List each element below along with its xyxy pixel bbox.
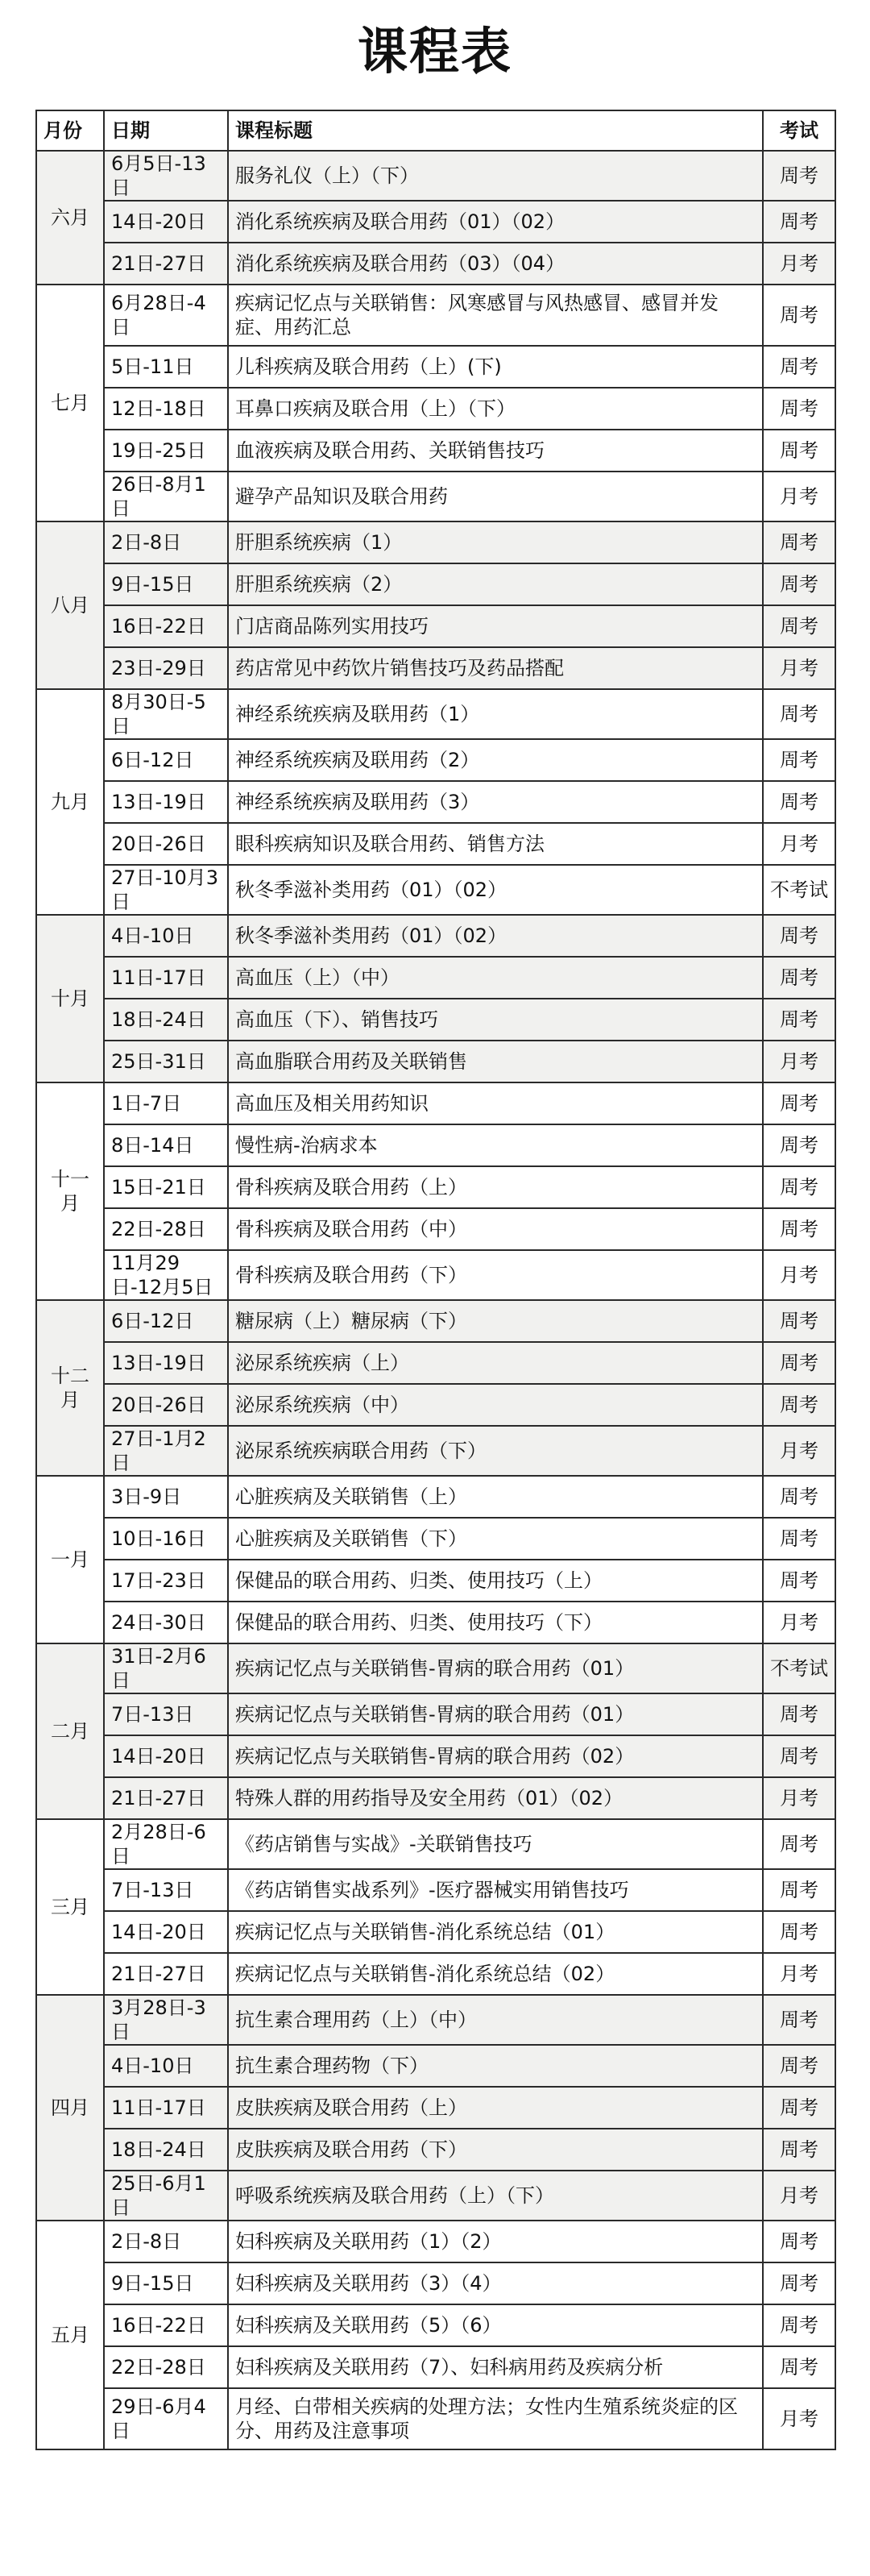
exam-cell: 月考 bbox=[763, 1041, 835, 1082]
course-cell: 抗生素合理药物（下） bbox=[228, 2045, 763, 2087]
exam-cell: 周考 bbox=[763, 1300, 835, 1342]
exam-cell: 月考 bbox=[763, 1250, 835, 1300]
table-row bbox=[36, 1082, 835, 1124]
table-row bbox=[36, 1342, 835, 1384]
table-row bbox=[36, 957, 835, 999]
table-row bbox=[36, 1560, 835, 1602]
course-cell: 高血压及相关用药知识 bbox=[228, 1082, 763, 1124]
table-row bbox=[36, 2262, 835, 2304]
exam-cell: 周考 bbox=[763, 2045, 835, 2087]
table-row bbox=[36, 2087, 835, 2129]
exam-cell: 周考 bbox=[763, 1869, 835, 1911]
exam-cell: 周考 bbox=[763, 151, 835, 201]
table-row bbox=[36, 285, 835, 346]
exam-cell: 月考 bbox=[763, 1426, 835, 1476]
date-cell: 6日-12日 bbox=[104, 1300, 228, 1342]
table-row bbox=[36, 2388, 835, 2449]
table-row bbox=[36, 1735, 835, 1777]
course-cell: 心脏疾病及关联销售（下） bbox=[228, 1518, 763, 1560]
course-cell: 神经系统疾病及联用药（1） bbox=[228, 689, 763, 739]
exam-cell: 周考 bbox=[763, 999, 835, 1041]
month-cell: 十月 bbox=[36, 915, 104, 1082]
date-cell: 4日-10日 bbox=[104, 915, 228, 957]
date-cell: 11日-17日 bbox=[104, 957, 228, 999]
exam-cell: 周考 bbox=[763, 1208, 835, 1250]
exam-cell: 周考 bbox=[763, 201, 835, 243]
date-cell: 16日-22日 bbox=[104, 2304, 228, 2346]
table-row bbox=[36, 243, 835, 285]
date-cell: 13日-19日 bbox=[104, 1342, 228, 1384]
table-row bbox=[36, 521, 835, 563]
course-cell: 慢性病-治病求本 bbox=[228, 1124, 763, 1166]
table-row bbox=[36, 999, 835, 1041]
table-row bbox=[36, 1953, 835, 1995]
exam-cell: 月考 bbox=[763, 647, 835, 689]
table-row bbox=[36, 472, 835, 521]
table-row bbox=[36, 1602, 835, 1643]
course-cell: 骨科疾病及联合用药（中） bbox=[228, 1208, 763, 1250]
exam-cell: 周考 bbox=[763, 739, 835, 781]
date-cell: 18日-24日 bbox=[104, 2129, 228, 2171]
exam-cell: 周考 bbox=[763, 2304, 835, 2346]
exam-cell: 周考 bbox=[763, 1082, 835, 1124]
table-row bbox=[36, 1208, 835, 1250]
month-cell: 二月 bbox=[36, 1643, 104, 1819]
table-row bbox=[36, 1869, 835, 1911]
course-cell: 高血压（上）（中） bbox=[228, 957, 763, 999]
course-cell: 泌尿系统疾病（中） bbox=[228, 1384, 763, 1426]
exam-cell: 周考 bbox=[763, 563, 835, 605]
course-cell: 秋冬季滋补类用药（01）（02） bbox=[228, 915, 763, 957]
course-cell: 耳鼻口疾病及联合用（上）（下） bbox=[228, 388, 763, 430]
course-cell: 呼吸系统疾病及联合用药（上）（下） bbox=[228, 2171, 763, 2221]
exam-cell: 周考 bbox=[763, 1166, 835, 1208]
exam-cell: 月考 bbox=[763, 472, 835, 521]
exam-cell: 周考 bbox=[763, 1384, 835, 1426]
course-cell: 妇科疾病及关联用药（3）（4） bbox=[228, 2262, 763, 2304]
course-cell: 眼科疾病知识及联合用药、销售方法 bbox=[228, 823, 763, 865]
exam-cell: 周考 bbox=[763, 1518, 835, 1560]
exam-cell: 周考 bbox=[763, 1911, 835, 1953]
date-cell: 6日-12日 bbox=[104, 739, 228, 781]
date-cell: 22日-28日 bbox=[104, 2346, 228, 2388]
course-cell: 儿科疾病及联合用药（上）(下) bbox=[228, 346, 763, 388]
course-cell: 高血脂联合用药及关联销售 bbox=[228, 1041, 763, 1082]
date-cell: 8日-14日 bbox=[104, 1124, 228, 1166]
exam-cell: 周考 bbox=[763, 957, 835, 999]
table-row bbox=[36, 1693, 835, 1735]
table-row bbox=[36, 2171, 835, 2221]
course-cell: 骨科疾病及联合用药（上） bbox=[228, 1166, 763, 1208]
course-cell: 疾病记忆点与关联销售-胃病的联合用药（01） bbox=[228, 1693, 763, 1735]
course-cell: 泌尿系统疾病（上） bbox=[228, 1342, 763, 1384]
course-cell: 《药店销售实战系列》-医疗器械实用销售技巧 bbox=[228, 1869, 763, 1911]
table-row bbox=[36, 1777, 835, 1819]
date-cell: 8月30日-5日 bbox=[104, 689, 228, 739]
date-cell: 13日-19日 bbox=[104, 781, 228, 823]
table-row bbox=[36, 1518, 835, 1560]
exam-cell: 周考 bbox=[763, 2346, 835, 2388]
exam-cell: 月考 bbox=[763, 243, 835, 285]
course-cell: 秋冬季滋补类用药（01）（02） bbox=[228, 865, 763, 915]
course-cell: 保健品的联合用药、归类、使用技巧（下） bbox=[228, 1602, 763, 1643]
table-row bbox=[36, 915, 835, 957]
date-cell: 19日-25日 bbox=[104, 430, 228, 472]
schedule-table bbox=[35, 110, 836, 2450]
course-cell: 疾病记忆点与关联销售-消化系统总结（01） bbox=[228, 1911, 763, 1953]
date-cell: 9日-15日 bbox=[104, 2262, 228, 2304]
schedule-body bbox=[36, 151, 835, 2449]
course-cell: 消化系统疾病及联合用药（01）（02） bbox=[228, 201, 763, 243]
table-row bbox=[36, 430, 835, 472]
table-row bbox=[36, 823, 835, 865]
course-cell: 《药店销售与实战》-关联销售技巧 bbox=[228, 1819, 763, 1869]
course-cell: 骨科疾病及联合用药（下） bbox=[228, 1250, 763, 1300]
date-cell: 2日-8日 bbox=[104, 2221, 228, 2262]
date-cell: 27日-1月2日 bbox=[104, 1426, 228, 1476]
exam-cell: 周考 bbox=[763, 430, 835, 472]
date-cell: 14日-20日 bbox=[104, 1911, 228, 1953]
date-cell: 21日-27日 bbox=[104, 1777, 228, 1819]
date-cell: 18日-24日 bbox=[104, 999, 228, 1041]
exam-cell: 周考 bbox=[763, 2129, 835, 2171]
exam-cell: 周考 bbox=[763, 1693, 835, 1735]
table-row bbox=[36, 563, 835, 605]
course-cell: 疾病记忆点与关联销售：风寒感冒与风热感冒、感冒并发症、用药汇总 bbox=[228, 285, 763, 346]
date-cell: 25日-31日 bbox=[104, 1041, 228, 1082]
exam-cell: 周考 bbox=[763, 1819, 835, 1869]
exam-cell: 周考 bbox=[763, 1735, 835, 1777]
course-cell: 心脏疾病及关联销售（上） bbox=[228, 1476, 763, 1518]
month-cell: 十二月 bbox=[36, 1300, 104, 1476]
exam-cell: 周考 bbox=[763, 1476, 835, 1518]
table-row bbox=[36, 2045, 835, 2087]
table-row bbox=[36, 1995, 835, 2045]
date-cell: 14日-20日 bbox=[104, 1735, 228, 1777]
date-cell: 21日-27日 bbox=[104, 243, 228, 285]
date-cell: 26日-8月1日 bbox=[104, 472, 228, 521]
date-cell: 12日-18日 bbox=[104, 388, 228, 430]
exam-cell: 周考 bbox=[763, 605, 835, 647]
date-cell: 17日-23日 bbox=[104, 1560, 228, 1602]
course-cell: 药店常见中药饮片销售技巧及药品搭配 bbox=[228, 647, 763, 689]
header-date: 日期 bbox=[104, 110, 228, 151]
header-row bbox=[36, 110, 835, 151]
exam-cell: 周考 bbox=[763, 2221, 835, 2262]
date-cell: 20日-26日 bbox=[104, 823, 228, 865]
table-row bbox=[36, 1643, 835, 1693]
date-cell: 23日-29日 bbox=[104, 647, 228, 689]
month-cell: 四月 bbox=[36, 1995, 104, 2221]
course-cell: 特殊人群的用药指导及安全用药（01）（02） bbox=[228, 1777, 763, 1819]
course-cell: 高血压（下）、销售技巧 bbox=[228, 999, 763, 1041]
exam-cell: 月考 bbox=[763, 2388, 835, 2449]
date-cell: 24日-30日 bbox=[104, 1602, 228, 1643]
month-cell: 九月 bbox=[36, 689, 104, 915]
date-cell: 4日-10日 bbox=[104, 2045, 228, 2087]
date-cell: 3月28日-3日 bbox=[104, 1995, 228, 2045]
course-cell: 妇科疾病及关联用药（7）、妇科病用药及疾病分析 bbox=[228, 2346, 763, 2388]
table-row bbox=[36, 1250, 835, 1300]
table-row bbox=[36, 1041, 835, 1082]
exam-cell: 周考 bbox=[763, 1995, 835, 2045]
page-title: 课程表 bbox=[357, 22, 512, 81]
table-row bbox=[36, 1166, 835, 1208]
month-cell: 十一月 bbox=[36, 1082, 104, 1300]
date-cell: 6月28日-4日 bbox=[104, 285, 228, 346]
date-cell: 11日-17日 bbox=[104, 2087, 228, 2129]
course-cell: 服务礼仪（上）（下） bbox=[228, 151, 763, 201]
course-cell: 泌尿系统疾病联合用药（下） bbox=[228, 1426, 763, 1476]
exam-cell: 周考 bbox=[763, 1342, 835, 1384]
table-row bbox=[36, 2346, 835, 2388]
exam-cell: 周考 bbox=[763, 1124, 835, 1166]
exam-cell: 周考 bbox=[763, 689, 835, 739]
date-cell: 6月5日-13日 bbox=[104, 151, 228, 201]
exam-cell: 周考 bbox=[763, 781, 835, 823]
table-row bbox=[36, 865, 835, 915]
date-cell: 11月29日-12月5日 bbox=[104, 1250, 228, 1300]
table-row bbox=[36, 1476, 835, 1518]
table-row bbox=[36, 2304, 835, 2346]
course-cell: 皮肤疾病及联合用药（上） bbox=[228, 2087, 763, 2129]
month-cell: 八月 bbox=[36, 521, 104, 689]
table-row bbox=[36, 1426, 835, 1476]
date-cell: 2日-8日 bbox=[104, 521, 228, 563]
date-cell: 29日-6月4日 bbox=[104, 2388, 228, 2449]
table-row bbox=[36, 1911, 835, 1953]
table-row bbox=[36, 647, 835, 689]
date-cell: 15日-21日 bbox=[104, 1166, 228, 1208]
course-cell: 避孕产品知识及联合用药 bbox=[228, 472, 763, 521]
course-cell: 肝胆系统疾病（2） bbox=[228, 563, 763, 605]
table-row bbox=[36, 1819, 835, 1869]
course-cell: 神经系统疾病及联用药（3） bbox=[228, 781, 763, 823]
exam-cell: 周考 bbox=[763, 521, 835, 563]
table-row bbox=[36, 1300, 835, 1342]
table-row bbox=[36, 388, 835, 430]
exam-cell: 不考试 bbox=[763, 1643, 835, 1693]
header-course: 课程标题 bbox=[228, 110, 763, 151]
table-row bbox=[36, 1124, 835, 1166]
date-cell: 22日-28日 bbox=[104, 1208, 228, 1250]
date-cell: 10日-16日 bbox=[104, 1518, 228, 1560]
date-cell: 5日-11日 bbox=[104, 346, 228, 388]
course-cell: 月经、白带相关疾病的处理方法；女性内生殖系统炎症的区分、用药及注意事项 bbox=[228, 2388, 763, 2449]
course-cell: 疾病记忆点与关联销售-消化系统总结（02） bbox=[228, 1953, 763, 1995]
header-exam: 考试 bbox=[763, 110, 835, 151]
exam-cell: 周考 bbox=[763, 346, 835, 388]
date-cell: 16日-22日 bbox=[104, 605, 228, 647]
table-row bbox=[36, 739, 835, 781]
exam-cell: 周考 bbox=[763, 388, 835, 430]
date-cell: 7日-13日 bbox=[104, 1693, 228, 1735]
course-cell: 妇科疾病及关联用药（1）（2） bbox=[228, 2221, 763, 2262]
table-row bbox=[36, 346, 835, 388]
table-row bbox=[36, 689, 835, 739]
exam-cell: 月考 bbox=[763, 2171, 835, 2221]
table-row bbox=[36, 151, 835, 201]
date-cell: 14日-20日 bbox=[104, 201, 228, 243]
course-cell: 抗生素合理用药（上）（中） bbox=[228, 1995, 763, 2045]
course-cell: 糖尿病（上）糖尿病（下） bbox=[228, 1300, 763, 1342]
course-cell: 妇科疾病及关联用药（5）（6） bbox=[228, 2304, 763, 2346]
month-cell: 三月 bbox=[36, 1819, 104, 1995]
exam-cell: 月考 bbox=[763, 1777, 835, 1819]
course-cell: 疾病记忆点与关联销售-胃病的联合用药（01） bbox=[228, 1643, 763, 1693]
course-cell: 消化系统疾病及联合用药（03）（04） bbox=[228, 243, 763, 285]
exam-cell: 周考 bbox=[763, 2087, 835, 2129]
course-cell: 皮肤疾病及联合用药（下） bbox=[228, 2129, 763, 2171]
month-cell: 一月 bbox=[36, 1476, 104, 1643]
exam-cell: 月考 bbox=[763, 1602, 835, 1643]
date-cell: 27日-10月3日 bbox=[104, 865, 228, 915]
exam-cell: 周考 bbox=[763, 2262, 835, 2304]
date-cell: 20日-26日 bbox=[104, 1384, 228, 1426]
course-cell: 门店商品陈列实用技巧 bbox=[228, 605, 763, 647]
table-row bbox=[36, 781, 835, 823]
course-cell: 神经系统疾病及联用药（2） bbox=[228, 739, 763, 781]
date-cell: 25日-6月1日 bbox=[104, 2171, 228, 2221]
date-cell: 7日-13日 bbox=[104, 1869, 228, 1911]
month-cell: 五月 bbox=[36, 2221, 104, 2449]
table-row bbox=[36, 605, 835, 647]
date-cell: 21日-27日 bbox=[104, 1953, 228, 1995]
exam-cell: 不考试 bbox=[763, 865, 835, 915]
course-cell: 血液疾病及联合用药、关联销售技巧 bbox=[228, 430, 763, 472]
table-row bbox=[36, 201, 835, 243]
course-cell: 疾病记忆点与关联销售-胃病的联合用药（02） bbox=[228, 1735, 763, 1777]
header-month: 月份 bbox=[36, 110, 104, 151]
date-cell: 31日-2月6日 bbox=[104, 1643, 228, 1693]
date-cell: 9日-15日 bbox=[104, 563, 228, 605]
date-cell: 3日-9日 bbox=[104, 1476, 228, 1518]
table-row bbox=[36, 2129, 835, 2171]
exam-cell: 周考 bbox=[763, 1560, 835, 1602]
exam-cell: 月考 bbox=[763, 1953, 835, 1995]
exam-cell: 周考 bbox=[763, 915, 835, 957]
exam-cell: 周考 bbox=[763, 285, 835, 346]
month-cell: 六月 bbox=[36, 151, 104, 285]
course-cell: 保健品的联合用药、归类、使用技巧（上） bbox=[228, 1560, 763, 1602]
date-cell: 1日-7日 bbox=[104, 1082, 228, 1124]
exam-cell: 月考 bbox=[763, 823, 835, 865]
table-row bbox=[36, 1384, 835, 1426]
month-cell: 七月 bbox=[36, 285, 104, 521]
date-cell: 2月28日-6日 bbox=[104, 1819, 228, 1869]
table-row bbox=[36, 2221, 835, 2262]
course-cell: 肝胆系统疾病（1） bbox=[228, 521, 763, 563]
